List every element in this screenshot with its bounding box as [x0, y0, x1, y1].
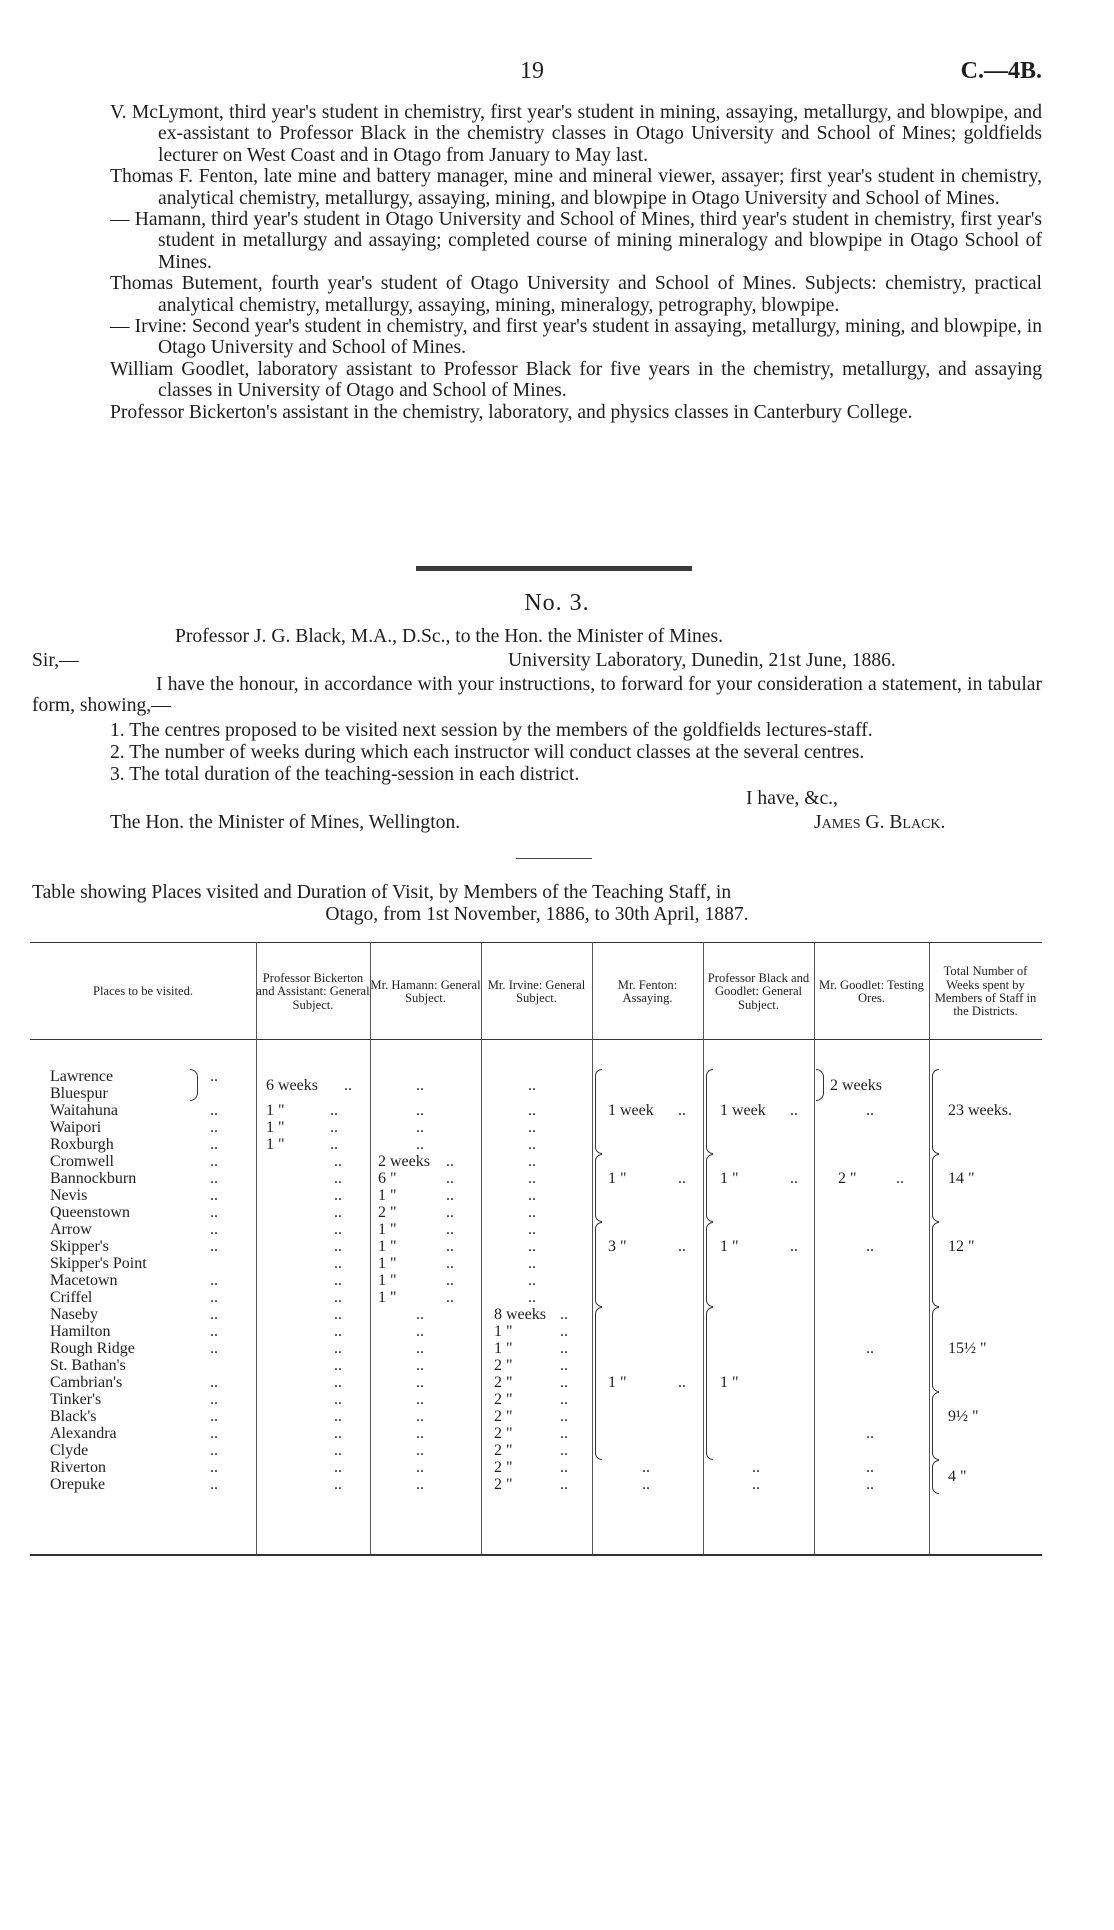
table-row-place: Black's [50, 1408, 97, 1425]
row-dots: .. [210, 1425, 218, 1442]
table-bottom-rule [30, 1554, 1042, 1556]
fenton-value: 1 " [608, 1170, 627, 1187]
row-dots: .. [210, 1374, 218, 1391]
leader-dots: .. [416, 1391, 424, 1408]
table-row-place: Clyde [50, 1442, 89, 1459]
table-row-place: Bluespur [50, 1085, 108, 1102]
row-dots: .. [210, 1187, 218, 1204]
row-dots: .. [210, 1238, 218, 1255]
leader-dots: .. [528, 1153, 536, 1170]
black-value: 1 week [720, 1102, 766, 1119]
leader-dots: .. [334, 1221, 342, 1238]
row-dots: .. [210, 1476, 218, 1493]
brace [816, 1069, 824, 1101]
leader-dots: .. [528, 1272, 536, 1289]
leader-dots: .. [330, 1136, 338, 1153]
irvine-value: 2 " [494, 1357, 513, 1374]
leader-dots: .. [866, 1102, 874, 1119]
leader-dots: .. [560, 1340, 568, 1357]
leader-dots: .. [896, 1170, 904, 1187]
leader-dots: .. [752, 1476, 760, 1493]
header-fenton: Mr. Fenton: Assaying. [617, 977, 678, 1005]
leader-dots: .. [334, 1306, 342, 1323]
leader-dots: .. [330, 1119, 338, 1136]
brace [706, 1307, 713, 1460]
header-total: Total Number of Weeks spent by Members of Staff in the Districts. [934, 964, 1037, 1019]
leader-dots: .. [416, 1357, 424, 1374]
leader-dots: .. [528, 1119, 536, 1136]
leader-dots: .. [560, 1408, 568, 1425]
table-row-place: Naseby [50, 1306, 98, 1323]
black-value: 1 " [720, 1170, 739, 1187]
row-dots: .. [210, 1204, 218, 1221]
table-header-rule [30, 1039, 1042, 1040]
table-row-place: Roxburgh [50, 1136, 114, 1153]
goodlet-value: 2 " [838, 1170, 857, 1187]
leader-dots: .. [560, 1476, 568, 1493]
leader-dots: .. [334, 1425, 342, 1442]
leader-dots: .. [446, 1272, 454, 1289]
irvine-value: 8 weeks [494, 1306, 546, 1323]
goodlet-value: 2 weeks [830, 1077, 882, 1094]
leader-dots: .. [752, 1459, 760, 1476]
leader-dots: .. [446, 1238, 454, 1255]
leader-dots: .. [446, 1153, 454, 1170]
hamann-value: 1 " [378, 1238, 397, 1255]
bickerton-value: 6 weeks [266, 1077, 318, 1094]
leader-dots: .. [446, 1255, 454, 1272]
leader-dots: .. [416, 1136, 424, 1153]
irvine-value: 2 " [494, 1442, 513, 1459]
leader-dots: .. [416, 1476, 424, 1493]
leader-dots: .. [528, 1187, 536, 1204]
leader-dots: .. [416, 1425, 424, 1442]
leader-dots: .. [334, 1357, 342, 1374]
leader-dots: .. [528, 1102, 536, 1119]
table-title-line1: Table showing Places visited and Duration of Visit, by Members of the Teaching Staff, in [32, 882, 732, 903]
leader-dots: .. [560, 1357, 568, 1374]
brace [706, 1154, 713, 1222]
entry-goodlet: William Goodlet, laboratory assistant to Professor Black for five years in the chemistry, metallurgy, and assaying classes in University of Otago and School of Mines. [110, 358, 1042, 402]
table-top-rule [30, 942, 1042, 943]
leader-dots: .. [330, 1102, 338, 1119]
leader-dots: .. [678, 1102, 686, 1119]
fenton-value: 3 " [608, 1238, 627, 1255]
irvine-value: 2 " [494, 1374, 513, 1391]
table-row-place: Criffel [50, 1289, 93, 1306]
leader-dots: .. [416, 1077, 424, 1094]
black-value: 1 " [720, 1238, 739, 1255]
row-dots: .. [210, 1102, 218, 1119]
letter-item-3: 3. The total duration of the teaching-session in each district. [110, 764, 580, 785]
leader-dots: .. [528, 1289, 536, 1306]
table-row-place: Nevis [50, 1187, 88, 1204]
leader-dots: .. [678, 1170, 686, 1187]
header-bickerton: Professor Bickerton and Assistant: General Subject. [256, 970, 370, 1012]
leader-dots: .. [416, 1442, 424, 1459]
leader-dots: .. [416, 1102, 424, 1119]
irvine-value: 2 " [494, 1459, 513, 1476]
leader-dots: .. [642, 1476, 650, 1493]
leader-dots: .. [416, 1459, 424, 1476]
row-dots: .. [210, 1221, 218, 1238]
table-row-place: Cromwell [50, 1153, 114, 1170]
letter-signature: James G. Black. [814, 812, 946, 833]
total-value: 23 weeks. [948, 1102, 1012, 1119]
leader-dots: .. [790, 1102, 798, 1119]
table-row-place: Orepuke [50, 1476, 106, 1493]
brace [190, 1069, 198, 1101]
letter-salutation: Sir,— [32, 650, 79, 671]
table-row-place: Hamilton [50, 1323, 111, 1340]
leader-dots: .. [416, 1323, 424, 1340]
leader-dots: .. [334, 1170, 342, 1187]
leader-dots: .. [866, 1476, 874, 1493]
table-row-place: Bannockburn [50, 1170, 137, 1187]
leader-dots: .. [334, 1340, 342, 1357]
letter-item-1: 1. The centres proposed to be visited next session by the members of the goldfields lectures-staff. [110, 720, 873, 741]
leader-dots: .. [446, 1170, 454, 1187]
leader-dots: .. [334, 1323, 342, 1340]
leader-dots: .. [334, 1374, 342, 1391]
hamann-value: 6 " [378, 1170, 397, 1187]
leader-dots: .. [334, 1255, 342, 1272]
hamann-value: 1 " [378, 1221, 397, 1238]
leader-dots: .. [678, 1374, 686, 1391]
letter-dateline: University Laboratory, Dunedin, 21st June, 1886. [508, 650, 896, 671]
brace [706, 1069, 713, 1154]
hamann-value: 1 " [378, 1187, 397, 1204]
row-dots: .. [210, 1459, 218, 1476]
leader-dots: .. [334, 1476, 342, 1493]
table-row-place: St. Bathan's [50, 1357, 126, 1374]
hamann-value: 1 " [378, 1255, 397, 1272]
row-dots: .. [210, 1391, 218, 1408]
total-value: 9½ " [948, 1408, 979, 1425]
entry-mclymont: V. McLymont, third year's student in chemistry, first year's student in mining, assaying, metallurgy, and blowpipe, and ex-assistant to Professor Black in the chemistry classes in Otago University and School of Mines; goldfields lecturer on West Coast and in Otago from January to May last. [110, 102, 1042, 166]
leader-dots: .. [560, 1391, 568, 1408]
leader-dots: .. [528, 1136, 536, 1153]
irvine-value: 2 " [494, 1391, 513, 1408]
leader-dots: .. [528, 1221, 536, 1238]
leader-dots: .. [528, 1077, 536, 1094]
row-dots: .. [210, 1119, 218, 1136]
table-row-place: Alexandra [50, 1425, 117, 1442]
leader-dots: .. [334, 1408, 342, 1425]
irvine-value: 1 " [494, 1323, 513, 1340]
row-dots: .. [210, 1170, 218, 1187]
letter-from-line: Professor J. G. Black, M.A., D.Sc., to the Hon. the Minister of Mines. [175, 626, 724, 647]
entry-hamann: — Hamann, third year's student in Otago University and School of Mines, third year's student in chemistry, first year's student in metallurgy and assaying; completed course of mining mineralogy and blowpipe in Otago School of Mines. [110, 209, 1042, 273]
leader-dots: .. [560, 1306, 568, 1323]
leader-dots: .. [344, 1077, 352, 1094]
black-value: 1 " [720, 1374, 739, 1391]
brace [932, 1154, 939, 1222]
total-value: 14 " [948, 1170, 975, 1187]
brace [595, 1154, 602, 1222]
hamann-value: 1 " [378, 1289, 397, 1306]
hamann-value: 2 " [378, 1204, 397, 1221]
irvine-value: 1 " [494, 1340, 513, 1357]
table-row-place: Arrow [50, 1221, 92, 1238]
leader-dots: .. [416, 1119, 424, 1136]
hamann-value: 2 weeks [378, 1153, 430, 1170]
table-title-line2: Otago, from 1st November, 1886, to 30th April, 1887. [325, 904, 749, 925]
goodlet-value: .. [866, 1340, 874, 1357]
table-row-place: Skipper's Point [50, 1255, 147, 1272]
short-rule [516, 858, 592, 859]
row-dots: .. [210, 1068, 218, 1085]
leader-dots: .. [528, 1238, 536, 1255]
brace [932, 1069, 939, 1154]
leader-dots: .. [560, 1425, 568, 1442]
leader-dots: .. [560, 1459, 568, 1476]
header-goodlet: Mr. Goodlet: Testing Ores. [819, 977, 924, 1005]
brace [595, 1222, 602, 1307]
table-row-place: Waipori [50, 1119, 102, 1136]
places-table [30, 942, 1042, 1558]
leader-dots: .. [678, 1238, 686, 1255]
page-header [0, 58, 1114, 88]
leader-dots: .. [334, 1289, 342, 1306]
header-places: Places to be visited. [92, 984, 194, 999]
goodlet-value: .. [866, 1425, 874, 1442]
goodlet-value: .. [866, 1238, 874, 1255]
leader-dots: .. [416, 1408, 424, 1425]
leader-dots: .. [528, 1255, 536, 1272]
brace [932, 1307, 939, 1392]
leader-dots: .. [416, 1374, 424, 1391]
brace [932, 1460, 939, 1494]
entry-irvine: — Irvine: Second year's student in chemistry, and first year's student in assaying, metallurgy, mining, and blowpipe, in Otago University and School of Mines. [110, 316, 1042, 359]
row-dots: .. [210, 1153, 218, 1170]
leader-dots: .. [446, 1221, 454, 1238]
leader-dots: .. [334, 1442, 342, 1459]
brace [932, 1392, 939, 1460]
leader-dots: .. [446, 1204, 454, 1221]
bickerton-value: 1 " [266, 1136, 285, 1153]
total-value: 15½ " [948, 1340, 987, 1357]
row-dots: .. [210, 1136, 218, 1153]
leader-dots: .. [334, 1187, 342, 1204]
irvine-value: 2 " [494, 1476, 513, 1493]
row-dots: .. [210, 1289, 218, 1306]
bickerton-value: 1 " [266, 1102, 285, 1119]
leader-dots: .. [416, 1340, 424, 1357]
total-value: 12 " [948, 1238, 975, 1255]
letter-body-text: I have the honour, in accordance with your instructions, to forward for your consideration a statement, in tabular form, showing,— [32, 674, 1042, 717]
entry-fenton: Thomas F. Fenton, late mine and battery manager, mine and mineral viewer, assayer; first year's student in chemistry, analytical chemistry, metallurgy, assaying, mining, and blowpipe in Otago University and School of Mines. [110, 166, 1042, 209]
letter-body [32, 674, 1042, 717]
leader-dots: .. [334, 1272, 342, 1289]
brace [706, 1222, 713, 1307]
table-row-place: Macetown [50, 1272, 118, 1289]
letter-item-2: 2. The number of weeks during which each instructor will conduct classes at the several centres. [110, 742, 865, 763]
row-dots: .. [210, 1272, 218, 1289]
header-black-goodlet: Professor Black and Goodlet: General Subject. [707, 970, 810, 1012]
leader-dots: .. [560, 1323, 568, 1340]
table-row-place: Queenstown [50, 1204, 130, 1221]
leader-dots: .. [416, 1306, 424, 1323]
leader-dots: .. [528, 1170, 536, 1187]
leader-dots: .. [334, 1391, 342, 1408]
goodlet-value: .. [866, 1459, 874, 1476]
table-row-place: Rough Ridge [50, 1340, 135, 1357]
letter-closing: I have, &c., [746, 788, 838, 809]
header-hamann: Mr. Hamann: General Subject. [370, 977, 481, 1005]
row-dots: .. [210, 1442, 218, 1459]
hamann-value: 1 " [378, 1272, 397, 1289]
total-value: 4 " [948, 1467, 967, 1485]
table-row-place: Skipper's [50, 1238, 109, 1255]
table-row-place: Waitahuna [50, 1102, 119, 1119]
leader-dots: .. [334, 1238, 342, 1255]
leader-dots: .. [560, 1374, 568, 1391]
leader-dots: .. [334, 1153, 342, 1170]
letter-number: No. 3. [524, 590, 590, 616]
letter-addressee: The Hon. the Minister of Mines, Wellington. [110, 812, 461, 833]
table-row-place: Cambrian's [50, 1374, 123, 1391]
brace [595, 1069, 602, 1154]
leader-dots: .. [790, 1238, 798, 1255]
leader-dots: .. [446, 1289, 454, 1306]
entry-bickerton-assistant: Professor Bickerton's assistant in the chemistry, laboratory, and physics classes in Canterbury College. [110, 401, 913, 423]
irvine-value: 2 " [494, 1408, 513, 1425]
leader-dots: .. [334, 1204, 342, 1221]
row-dots: .. [210, 1408, 218, 1425]
row-dots: .. [210, 1340, 218, 1357]
leader-dots: .. [528, 1204, 536, 1221]
fenton-value: 1 week [608, 1102, 654, 1119]
leader-dots: .. [790, 1170, 798, 1187]
row-dots: .. [210, 1306, 218, 1323]
leader-dots: .. [334, 1459, 342, 1476]
header-irvine: Mr. Irvine: General Subject. [487, 977, 586, 1005]
irvine-value: 2 " [494, 1425, 513, 1442]
table-row-place: Tinker's [50, 1391, 102, 1408]
table-row-place: Riverton [50, 1459, 106, 1476]
bickerton-value: 1 " [266, 1119, 285, 1136]
brace [595, 1307, 602, 1460]
staff-entries [110, 102, 1042, 423]
section-divider [416, 566, 692, 571]
fenton-value: 1 " [608, 1374, 627, 1391]
entry-butement: Thomas Butement, fourth year's student of Otago University and School of Mines. Subjects: chemistry, practical analytical chemistry, metallurgy, assaying, mining, mineralogy, petrography, blowpipe. [110, 273, 1042, 316]
table-title [32, 882, 1042, 926]
brace [932, 1222, 939, 1307]
leader-dots: .. [446, 1187, 454, 1204]
leader-dots: .. [560, 1442, 568, 1459]
leader-dots: .. [642, 1459, 650, 1476]
row-dots: .. [210, 1323, 218, 1340]
document-reference: C.—4B. [960, 58, 1042, 84]
page-number: 19 [520, 58, 544, 84]
table-row-place: Lawrence [50, 1068, 114, 1085]
